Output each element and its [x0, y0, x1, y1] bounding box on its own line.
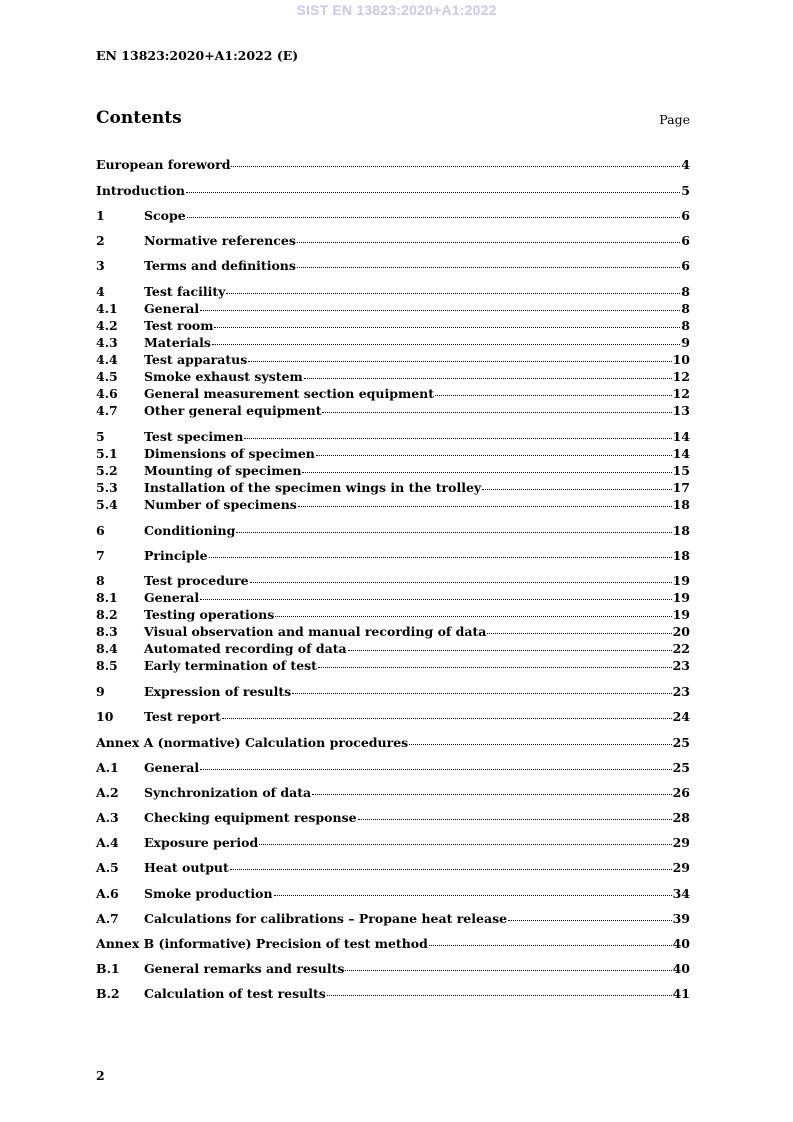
toc-entry[interactable]	[96, 641, 690, 657]
toc-entry-page: 4	[681, 157, 690, 172]
dot-leader	[322, 412, 671, 413]
toc-entry[interactable]	[96, 369, 690, 385]
toc-entry[interactable]	[96, 961, 690, 977]
toc-entry-number: B.2	[96, 986, 120, 1001]
toc-entry-page: 14	[672, 446, 690, 461]
toc-entry[interactable]	[96, 658, 690, 674]
toc-entry-title: Mounting of specimen	[144, 463, 302, 478]
toc-entry-number: A.1	[96, 760, 119, 775]
toc-entry[interactable]	[96, 886, 690, 902]
toc-entry-title: Terms and definitions	[144, 258, 296, 273]
dot-leader	[429, 945, 672, 946]
toc-entry-number: A.7	[96, 911, 119, 926]
toc-entry-page: 6	[681, 208, 690, 223]
toc-entry-page: 18	[672, 497, 690, 512]
toc-entry-page: 25	[672, 760, 690, 775]
toc-entry-number: 4.2	[96, 318, 118, 333]
toc-entry[interactable]	[96, 157, 690, 173]
toc-entry-number: A.6	[96, 886, 119, 901]
toc-entry-number: 1	[96, 208, 105, 223]
toc-entry-title: Calculation of test results	[144, 986, 326, 1001]
toc-entry[interactable]	[96, 429, 690, 445]
toc-entry-number: 5.1	[96, 446, 118, 461]
dot-leader	[348, 650, 672, 651]
toc-entry-page: 19	[672, 590, 690, 605]
toc-entry-page: 9	[681, 335, 690, 350]
toc-entry-title: Visual observation and manual recording of data	[144, 624, 487, 639]
toc-entry-number: 4.1	[96, 301, 118, 316]
toc-entry[interactable]	[96, 497, 690, 513]
toc-entry-number: 6	[96, 523, 105, 538]
toc-entry[interactable]	[96, 684, 690, 700]
toc-entry-number: 8	[96, 573, 105, 588]
toc-entry[interactable]	[96, 607, 690, 623]
toc-entry[interactable]	[96, 386, 690, 402]
toc-entry[interactable]	[96, 590, 690, 606]
toc-entry[interactable]	[96, 318, 690, 334]
dot-leader	[226, 293, 680, 294]
dot-leader	[318, 667, 672, 668]
toc-entry-title: Synchronization of data	[144, 785, 312, 800]
toc-entry-number: 3	[96, 258, 105, 273]
toc-entry[interactable]	[96, 301, 690, 317]
toc-entry-number: A.4	[96, 835, 119, 850]
toc-entry-title: European foreword	[96, 157, 231, 172]
toc-entry-page: 25	[672, 735, 690, 750]
toc-entry-title: Annex B (informative) Precision of test method	[96, 936, 428, 951]
toc-entry-page: 41	[672, 986, 690, 1001]
toc-entry[interactable]	[96, 860, 690, 876]
toc-entry-number: 4.6	[96, 386, 118, 401]
toc-entry-page: 8	[681, 318, 690, 333]
dot-leader	[209, 557, 672, 558]
toc-entry-title: Test facility	[144, 284, 226, 299]
dot-leader	[244, 438, 671, 439]
toc-entry-number: 8.2	[96, 607, 118, 622]
toc-entry-title: General	[144, 590, 200, 605]
toc-entry[interactable]	[96, 735, 690, 751]
toc-entry-title: General remarks and results	[144, 961, 345, 976]
dot-leader	[250, 582, 672, 583]
dot-leader	[316, 455, 672, 456]
toc-entry-title: Automated recording of data	[144, 641, 347, 656]
toc-entry-title: Calculations for calibrations – Propane heat release	[144, 911, 508, 926]
toc-entry[interactable]	[96, 709, 690, 725]
toc-entry-number: 5.3	[96, 480, 118, 495]
dot-leader	[231, 166, 680, 167]
toc-entry-title: Heat output	[144, 860, 229, 875]
toc-entry-title: General	[144, 760, 200, 775]
toc-entry[interactable]	[96, 463, 690, 479]
toc-entry[interactable]	[96, 624, 690, 640]
toc-entry-number: 5	[96, 429, 105, 444]
toc-entry-page: 12	[672, 369, 690, 384]
dot-leader	[236, 532, 671, 533]
dot-leader	[200, 769, 671, 770]
toc-entry-title: Installation of the specimen wings in the trolley	[144, 480, 482, 495]
dot-leader	[186, 192, 680, 193]
dot-leader	[248, 361, 671, 362]
toc-entry[interactable]	[96, 986, 690, 1002]
toc-entry-number: 8.4	[96, 641, 118, 656]
toc-entry-title: Smoke production	[144, 886, 273, 901]
dot-leader	[304, 378, 672, 379]
toc-entry-page: 6	[681, 233, 690, 248]
dot-leader	[327, 995, 672, 996]
dot-leader	[292, 693, 671, 694]
toc-entry-title: Test apparatus	[144, 352, 248, 367]
toc-entry-title: Introduction	[96, 183, 186, 198]
toc-entry[interactable]	[96, 523, 690, 539]
toc-entry-page: 23	[672, 684, 690, 699]
toc-entry-page: 22	[672, 641, 690, 656]
toc-entry-page: 13	[672, 403, 690, 418]
toc-entry-page: 26	[672, 785, 690, 800]
toc-entry-title: General measurement section equipment	[144, 386, 435, 401]
toc-entry-title: Testing operations	[144, 607, 275, 622]
toc-entry-number: 4.3	[96, 335, 118, 350]
toc-entry-page: 40	[672, 961, 690, 976]
toc-entry[interactable]	[96, 911, 690, 927]
dot-leader	[487, 633, 671, 634]
toc-entry-number: 8.3	[96, 624, 118, 639]
toc-entry-page: 34	[672, 886, 690, 901]
toc-entry[interactable]	[96, 573, 690, 589]
toc-entry[interactable]	[96, 446, 690, 462]
toc-entry-page: 29	[672, 860, 690, 875]
toc-entry-number: 7	[96, 548, 105, 563]
toc-entry-page: 14	[672, 429, 690, 444]
toc-entry-number: 5.2	[96, 463, 118, 478]
dot-leader	[409, 744, 671, 745]
dot-leader	[482, 489, 671, 490]
toc-entry-title: Test report	[144, 709, 221, 724]
dot-leader	[358, 819, 672, 820]
dot-leader	[435, 395, 672, 396]
toc-entry[interactable]	[96, 258, 690, 274]
dot-leader	[302, 472, 671, 473]
toc-entry[interactable]	[96, 835, 690, 851]
toc-entry[interactable]	[96, 936, 690, 952]
toc-entry-number: 8.1	[96, 590, 118, 605]
toc-entry-page: 10	[672, 352, 690, 367]
toc-entry-page: 6	[681, 258, 690, 273]
page-column-heading: Page	[659, 112, 690, 127]
dot-leader	[508, 920, 672, 921]
toc-entry-title: Checking equipment response	[144, 810, 357, 825]
toc-entry-title: General	[144, 301, 200, 316]
toc-entry-title: Principle	[144, 548, 208, 563]
toc-entry-page: 8	[681, 301, 690, 316]
toc-entry-title: Test specimen	[144, 429, 244, 444]
dot-leader	[345, 970, 671, 971]
dot-leader	[187, 217, 681, 218]
dot-leader	[312, 794, 671, 795]
dot-leader	[200, 599, 671, 600]
toc-entry-page: 28	[672, 810, 690, 825]
watermark: SIST EN 13823:2020+A1:2022	[296, 2, 497, 18]
toc-entry-number: 4.7	[96, 403, 118, 418]
toc-entry[interactable]	[96, 548, 690, 564]
toc-entry[interactable]	[96, 352, 690, 368]
toc-entry-page: 19	[672, 607, 690, 622]
toc-entry-title: Test procedure	[144, 573, 249, 588]
dot-leader	[297, 267, 680, 268]
toc-entry-number: 4.5	[96, 369, 118, 384]
dot-leader	[274, 895, 672, 896]
toc-entry-title: Smoke exhaust system	[144, 369, 303, 384]
toc-entry-title: Exposure period	[144, 835, 259, 850]
dot-leader	[259, 844, 671, 845]
toc-entry-number: B.1	[96, 961, 120, 976]
toc-entry-number: 2	[96, 233, 105, 248]
toc-entry-page: 20	[672, 624, 690, 639]
toc-entry-title: Other general equipment	[144, 403, 322, 418]
toc-entry-title: Annex A (normative) Calculation procedures	[96, 735, 409, 750]
toc-entry-page: 5	[681, 183, 690, 198]
toc-entry-number: 9	[96, 684, 105, 699]
toc-entry[interactable]	[96, 760, 690, 776]
toc-entry[interactable]	[96, 335, 690, 351]
toc-entry-title: Scope	[144, 208, 186, 223]
toc-entry-title: Dimensions of specimen	[144, 446, 315, 461]
toc-entry-number: A.3	[96, 810, 119, 825]
toc-entry-page: 29	[672, 835, 690, 850]
toc-entry-page: 40	[672, 936, 690, 951]
toc-entry-page: 18	[672, 548, 690, 563]
dot-leader	[200, 310, 680, 311]
toc-entry[interactable]	[96, 233, 690, 249]
toc-entry-title: Number of specimens	[144, 497, 297, 512]
toc-entry-number: 4	[96, 284, 105, 299]
toc-entry-number: A.2	[96, 785, 119, 800]
toc-entry-page: 39	[672, 911, 690, 926]
toc-entry-title: Test room	[144, 318, 214, 333]
dot-leader	[212, 344, 680, 345]
dot-leader	[275, 616, 671, 617]
toc-entry[interactable]	[96, 785, 690, 801]
toc-entry-number: A.5	[96, 860, 119, 875]
dot-leader	[297, 242, 680, 243]
dot-leader	[214, 327, 680, 328]
toc-entry-page: 23	[672, 658, 690, 673]
toc-entry[interactable]	[96, 810, 690, 826]
toc-entry-page: 12	[672, 386, 690, 401]
toc-entry[interactable]	[96, 403, 690, 419]
toc-entry-page: 24	[672, 709, 690, 724]
toc-entry-title: Conditioning	[144, 523, 236, 538]
toc-entry-number: 5.4	[96, 497, 118, 512]
toc-entry[interactable]	[96, 480, 690, 496]
toc-entry-number: 4.4	[96, 352, 118, 367]
toc-entry-page: 18	[672, 523, 690, 538]
toc-entry[interactable]	[96, 183, 690, 199]
toc-entry-number: 8.5	[96, 658, 118, 673]
toc-entry[interactable]	[96, 208, 690, 224]
toc-entry[interactable]	[96, 284, 690, 300]
toc-entry-page: 15	[672, 463, 690, 478]
document-id: EN 13823:2020+A1:2022 (E)	[96, 48, 299, 63]
toc-entry-number: 10	[96, 709, 114, 724]
toc-entry-title: Early termination of test	[144, 658, 317, 673]
toc-entry-title: Normative references	[144, 233, 296, 248]
dot-leader	[298, 506, 672, 507]
toc-entry-title: Expression of results	[144, 684, 292, 699]
toc-entry-page: 17	[672, 480, 690, 495]
toc-entry-page: 19	[672, 573, 690, 588]
toc-entry-title: Materials	[144, 335, 211, 350]
page-title: Contents	[96, 108, 182, 128]
toc-entry-page: 8	[681, 284, 690, 299]
dot-leader	[230, 869, 672, 870]
footer-page-number: 2	[96, 1068, 105, 1083]
dot-leader	[222, 718, 672, 719]
